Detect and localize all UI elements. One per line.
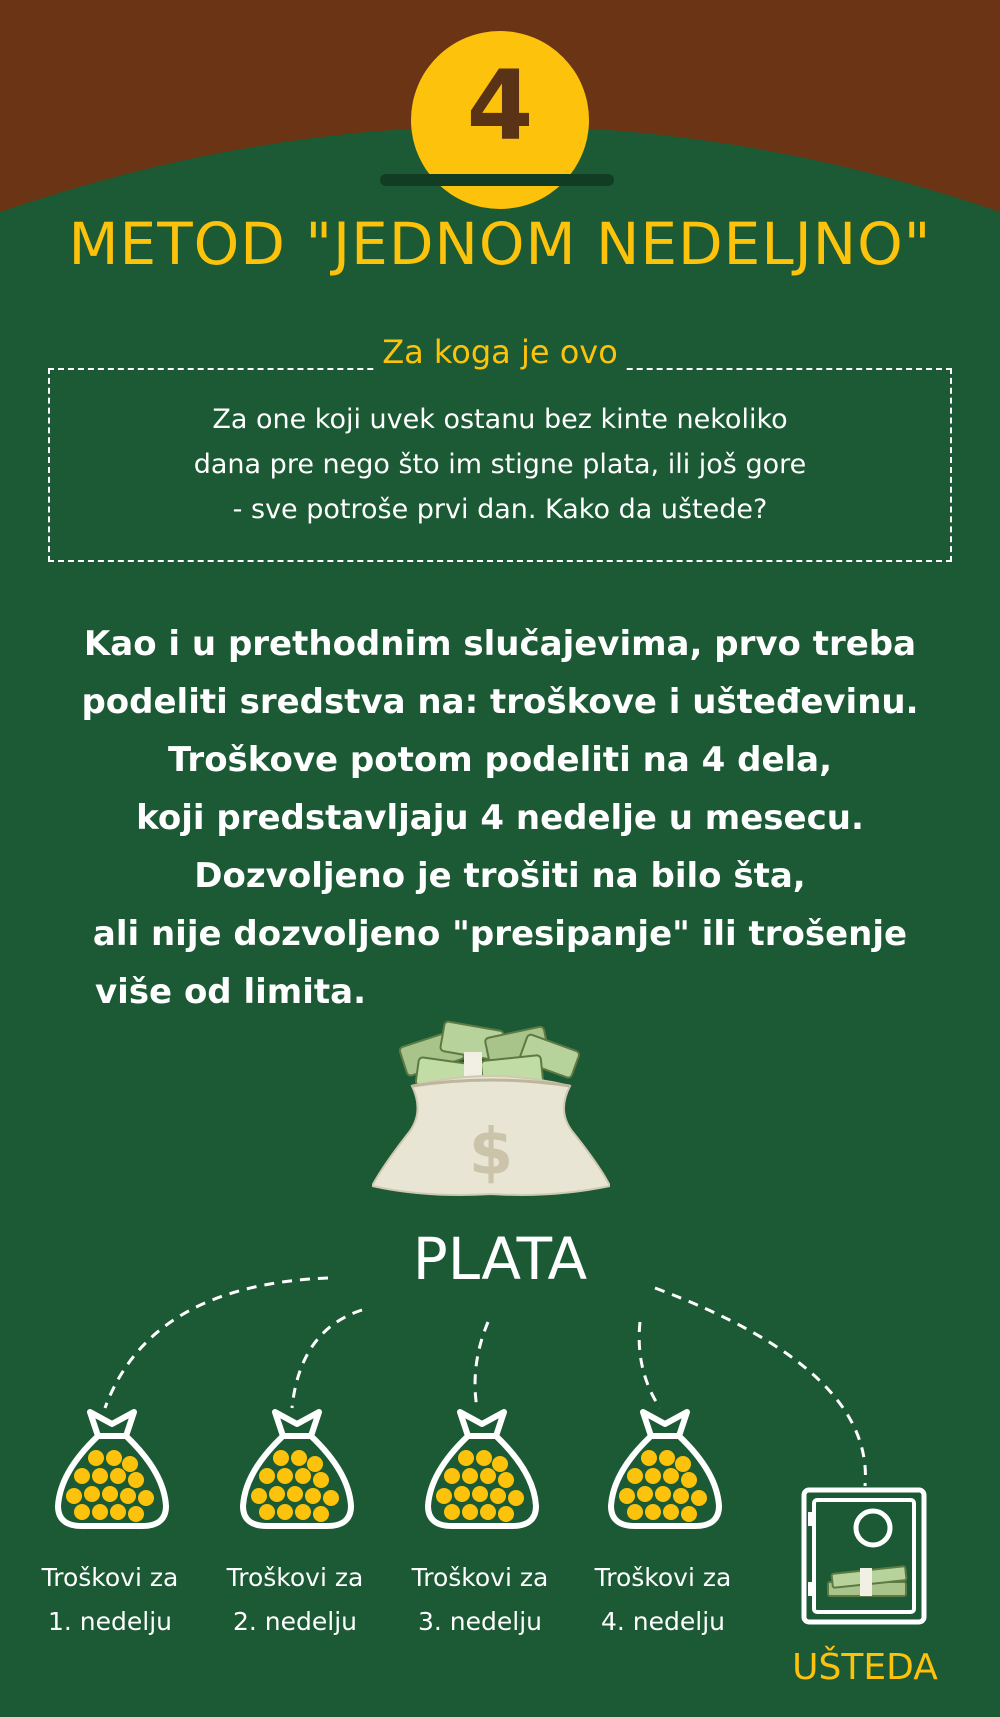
week-1-label <box>20 1556 200 1644</box>
money-bag-icon <box>372 1016 610 1196</box>
week-label-line: Troškovi za <box>411 1563 549 1592</box>
week-label-line: 1. nedelju <box>47 1607 172 1636</box>
coin-bag-icon <box>237 1402 357 1532</box>
salary-label: PLATA <box>412 1225 588 1293</box>
who-for-line: - sve potroše prvi dan. Kako da uštede? <box>232 494 768 525</box>
body-line: Kao i u prethodnim slučajevima, prvo treba <box>83 624 917 664</box>
body-line: ali nije dozvoljeno "presipanje" ili trošenje <box>92 914 908 954</box>
connector-week-3 <box>475 1322 488 1408</box>
who-for-label-wrap <box>0 333 1000 371</box>
week-label-line: Troškovi za <box>41 1563 179 1592</box>
connector-week-4 <box>639 1322 660 1408</box>
week-label-line: 2. nedelju <box>232 1607 357 1636</box>
who-for-line: Za one koji uvek ostanu bez kinte nekoliko <box>212 404 788 435</box>
savings-label: UŠTEDA <box>792 1647 938 1688</box>
body-line: podeliti sredstva na: troškove i ušteđevinu. <box>81 682 919 722</box>
page-title: METOD "JEDNOM NEDELJNO" <box>68 210 932 278</box>
week-3-label <box>390 1556 570 1644</box>
week-label-line: Troškovi za <box>226 1563 364 1592</box>
week-2-label <box>205 1556 385 1644</box>
week-label-line: Troškovi za <box>594 1563 732 1592</box>
safe-icon <box>800 1486 928 1626</box>
coin-bag-icon <box>422 1402 542 1532</box>
week-label-line: 3. nedelju <box>417 1607 542 1636</box>
body-line: koji predstavljaju 4 nedelje u mesecu. <box>136 798 864 838</box>
connector-week-2 <box>292 1310 362 1408</box>
body-line: više od limita. <box>95 972 366 1012</box>
connector-week-1 <box>105 1278 328 1408</box>
who-for-text <box>100 397 900 532</box>
body-text <box>60 615 940 1021</box>
who-for-label: Za koga je ovo <box>374 333 626 371</box>
body-line: Troškove potom podeliti na 4 dela, <box>167 740 833 780</box>
step-number: 4 <box>466 50 534 162</box>
coin-bag-icon <box>605 1402 725 1532</box>
body-line: Dozvoljeno je trošiti na bilo šta, <box>194 856 806 896</box>
week-4-label <box>573 1556 753 1644</box>
svg-text:$: $ <box>468 1116 514 1190</box>
week-label-line: 4. nedelju <box>600 1607 725 1636</box>
who-for-line: dana pre nego što im stigne plata, ili još gore <box>193 449 807 480</box>
coin-bag-icon <box>52 1402 172 1532</box>
cash-stack <box>828 1566 907 1596</box>
badge-underline <box>380 174 614 186</box>
